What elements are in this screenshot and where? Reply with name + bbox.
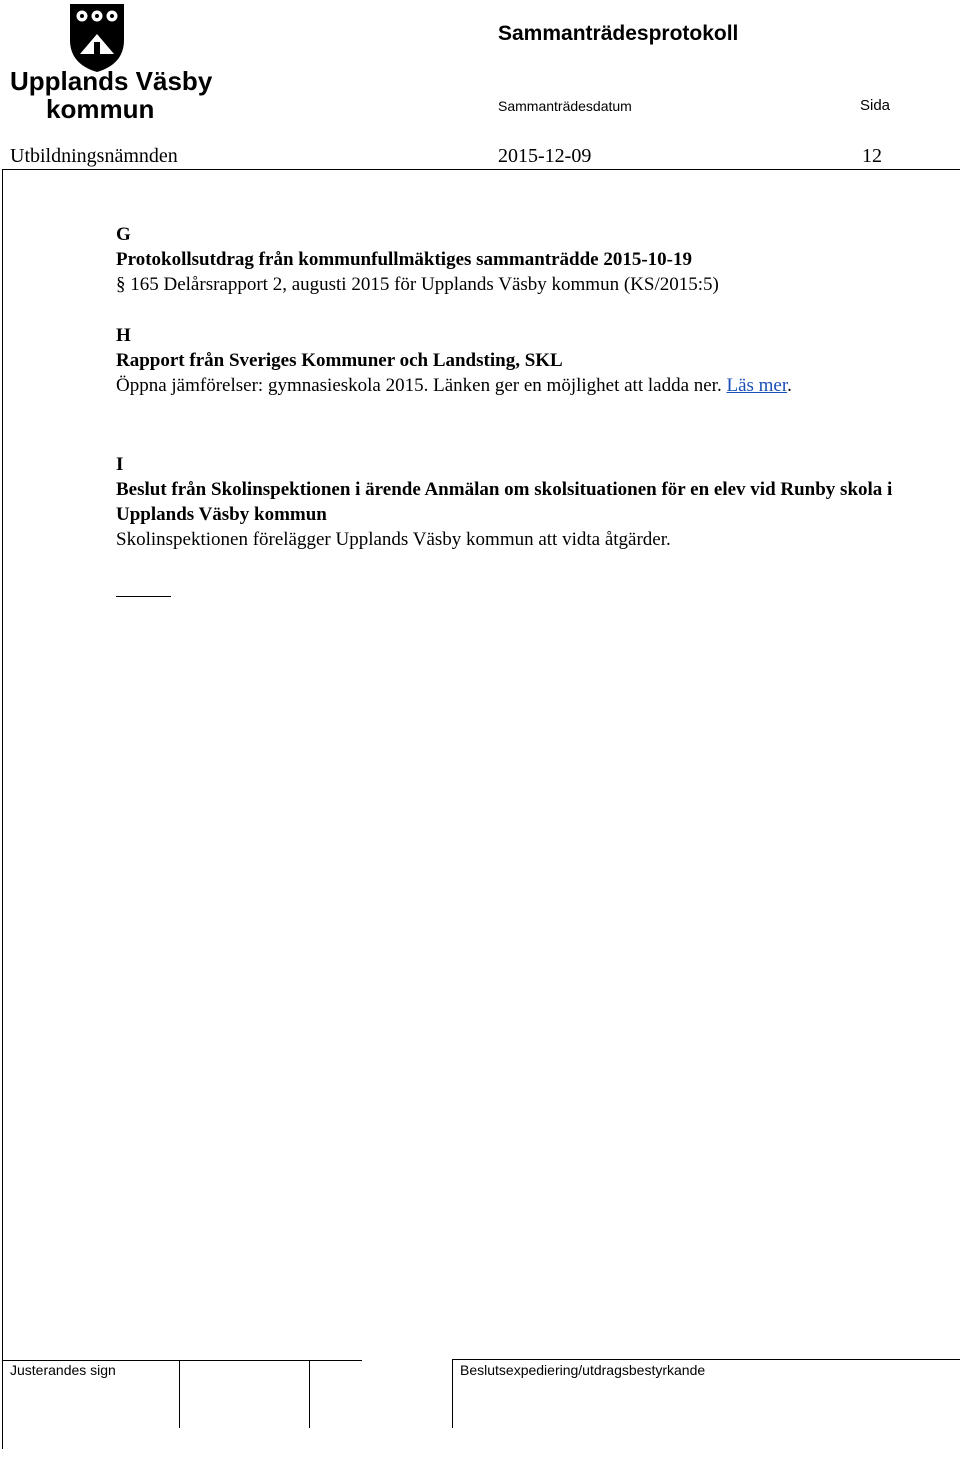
section-g — [116, 222, 896, 297]
coat-of-arms-icon — [8, 2, 213, 124]
page-label: Sida — [860, 97, 891, 114]
section-title: Protokollsutdrag från kommunfullmäktiges sammanträdde 2015-10-19 — [116, 249, 692, 270]
section-title: Beslut från Skolinspektionen i ärende Anmälan om skolsituationen för en elev vid Runby skola i Upplands Väsby kommun — [116, 479, 893, 525]
signature-label: Justerandes sign — [10, 1362, 116, 1378]
document-type-title: Sammanträdesprotokoll — [498, 22, 739, 45]
page-number: 12 — [862, 145, 882, 167]
paragraph-sign: § — [116, 274, 126, 295]
svg-text:Upplands Väsby: Upplands Väsby — [10, 66, 213, 96]
signature-box-divider — [179, 1360, 180, 1428]
section-title: Rapport från Sveriges Kommuner och Landsting, SKL — [116, 350, 563, 371]
section-letter: H — [116, 325, 131, 346]
expedition-label: Beslutsexpediering/utdragsbestyrkande — [460, 1362, 706, 1378]
section-letter: G — [116, 224, 131, 245]
read-more-link[interactable]: Läs mer — [726, 375, 788, 396]
section-text: Öppna jämförelser: gymnasieskola 2015. Länken ger en möjlighet att ladda ner. Läs mer. — [116, 375, 792, 396]
meeting-date-label: Sammanträdesdatum — [498, 98, 632, 114]
svg-text:kommun: kommun — [46, 94, 155, 124]
left-margin-line — [2, 169, 3, 1449]
section-text: § 165 Delårsrapport 2, augusti 2015 för Upplands Väsby kommun (KS/2015:5) — [116, 274, 719, 295]
committee-name: Utbildningsnämnden — [10, 145, 178, 167]
signature-box-divider — [309, 1360, 310, 1428]
municipality-logo — [8, 2, 213, 124]
section-text: Skolinspektionen förelägger Upplands Väsby kommun att vidta åtgärder. — [116, 529, 671, 550]
footer-divider-left — [2, 1360, 362, 1361]
section-i — [116, 452, 896, 552]
signature-box-divider — [452, 1360, 453, 1428]
section-letter: I — [116, 454, 124, 475]
section-h — [116, 323, 896, 398]
end-of-content-rule — [116, 596, 171, 597]
footer-divider-right — [452, 1359, 960, 1360]
header-divider — [2, 169, 960, 170]
meeting-date: 2015-12-09 — [498, 145, 592, 167]
